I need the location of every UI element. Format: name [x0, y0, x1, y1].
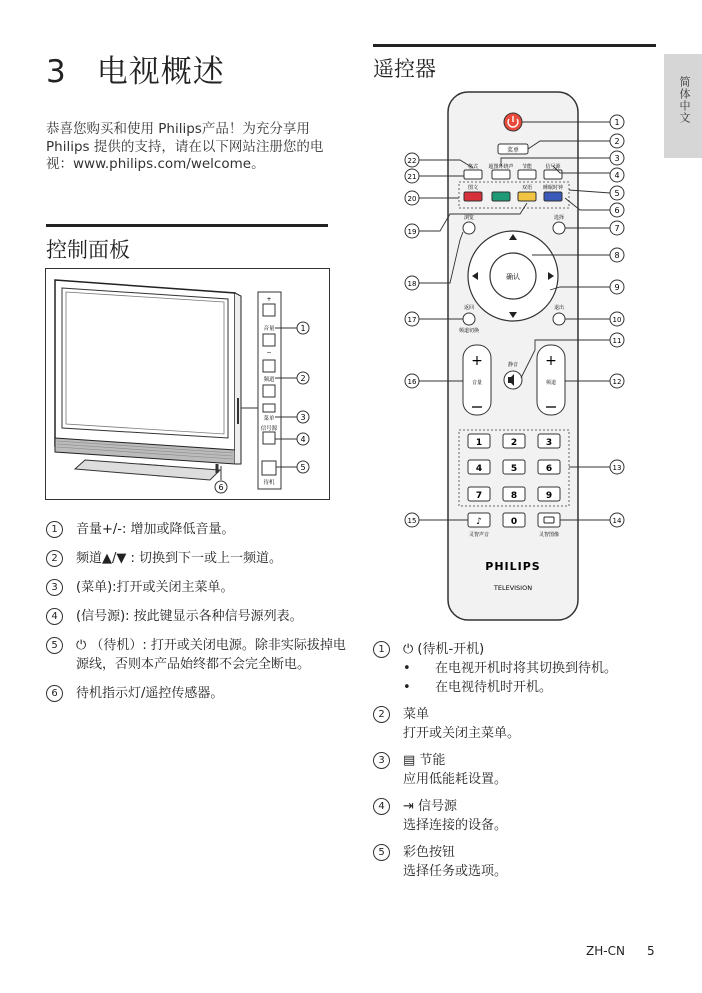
item-number: 6: [46, 685, 63, 702]
remote-diagram: [400, 90, 630, 625]
remote-callout: 6: [614, 206, 620, 215]
list-item: [373, 797, 673, 835]
digit-label: 1: [475, 438, 483, 448]
item-number: 1: [373, 641, 390, 658]
remote-callout: 22: [407, 157, 417, 165]
list-item: [46, 549, 346, 568]
section-rule-right: [373, 44, 656, 47]
remote-callout: 18: [407, 280, 417, 288]
remote-callout: 11: [612, 337, 622, 345]
list-item: [46, 578, 346, 597]
tv-label-source: 信号源: [260, 426, 278, 432]
item-number: 2: [46, 550, 63, 567]
eco-button[interactable]: [518, 170, 536, 179]
item-text: 待机指示灯/遥控传感器。: [76, 686, 224, 701]
prev-ch-label: 频道切换: [458, 328, 480, 334]
info-button[interactable]: [463, 222, 475, 234]
item-number: 3: [46, 579, 63, 596]
item-number: 1: [46, 521, 63, 538]
select-label: 选择: [553, 215, 565, 221]
back-button[interactable]: [463, 313, 475, 325]
digit-label: 6: [545, 464, 553, 474]
exit-button[interactable]: [553, 313, 565, 325]
footer-lang: ZH-CN: [586, 944, 625, 958]
sleep-label: 睡眠时钟: [542, 185, 564, 191]
tv-diagram: [45, 268, 330, 500]
music-note-icon: ♪: [476, 517, 482, 527]
list-item: [373, 705, 673, 743]
list-item: [46, 636, 346, 674]
remote-heading: 遥控器: [373, 57, 436, 81]
remote-callout: 1: [614, 118, 620, 127]
remote-callout: 12: [612, 378, 622, 386]
item-text: 音量+/-: 增加或降低音量。: [76, 522, 235, 537]
item-bullet: • 在电视开机时将其切换到待机。: [403, 659, 673, 678]
back-label: 返回: [463, 305, 475, 311]
list-item: [46, 684, 346, 703]
remote-callout: 3: [614, 154, 620, 163]
item-bullet: • 在电视待机时开机。: [403, 678, 673, 697]
model-label: TELEVISION: [493, 584, 533, 592]
tv-label-standby: 待机: [263, 480, 275, 486]
item-number: 2: [373, 706, 390, 723]
item-title: 彩色按钮: [403, 845, 456, 860]
remote-callout: 17: [407, 316, 417, 324]
brand-logo: PHILIPS: [485, 560, 541, 573]
tv-callout-1: 1: [300, 324, 306, 333]
item-number: 4: [373, 798, 390, 815]
chapter-title-text: 电视概述: [96, 54, 225, 90]
list-item: [46, 607, 346, 626]
eco-label: 节能: [521, 164, 533, 170]
remote-callout: 5: [614, 189, 620, 198]
digit-label: 3: [545, 438, 553, 448]
chapter-number: 3: [46, 54, 67, 90]
item-text: (菜单):打开或关闭主菜单。: [76, 580, 234, 595]
item-desc: 应用低能耗设置。: [403, 772, 508, 787]
remote-callout: 15: [407, 517, 417, 525]
item-title: ⏻ (待机-开机): [403, 642, 485, 657]
info-label: 浏览: [463, 215, 475, 221]
item-desc: 选择连接的设备。: [403, 818, 508, 833]
tv-callout-6: 6: [218, 483, 224, 492]
tv-label-menu: 菜单: [263, 416, 275, 422]
list-item: [46, 520, 346, 539]
smart-sound-label: 灵智声音: [468, 532, 490, 538]
remote-callout: 4: [614, 171, 620, 180]
teletext-label: 图文: [467, 185, 479, 191]
tv-callout-4: 4: [300, 435, 306, 444]
language-tab: [664, 54, 702, 158]
dual-label: 双语: [521, 185, 533, 191]
control-panel-heading: 控制面板: [46, 238, 130, 262]
tv-callout-3: 3: [300, 413, 306, 422]
tv-vol-minus: −: [266, 349, 272, 356]
tv-callout-2: 2: [300, 374, 306, 383]
surround-button[interactable]: [492, 170, 510, 179]
source-label: 信号源: [545, 164, 561, 170]
item-title: 菜单: [403, 707, 430, 722]
volume-label: 音量: [471, 380, 483, 386]
page-number: 5: [646, 944, 655, 958]
remote-list: [373, 640, 673, 889]
digit-label: 4: [475, 464, 483, 474]
item-text: 频道▲/▼ : 切换到下一或上一频道。: [76, 551, 283, 566]
remote-callout: 7: [614, 224, 620, 233]
digit-label: 0: [510, 517, 518, 527]
remote-callout: 19: [407, 228, 417, 236]
item-title: ▤ 节能: [403, 753, 446, 768]
section-rule-left: [46, 224, 328, 227]
item-number: 5: [373, 844, 390, 861]
tv-callout-5: 5: [300, 463, 306, 472]
digit-label: 2: [510, 438, 518, 448]
remote-callout: 14: [612, 517, 622, 525]
remote-callout: 21: [407, 173, 417, 181]
item-text: ⏻ （待机）: 打开或关闭电源。除非实际拔掉电源线，否则本产品始终都不会完全断电。: [76, 638, 346, 672]
remote-callout: 13: [612, 464, 622, 472]
format-button[interactable]: [464, 170, 482, 179]
item-title: ⇥ 信号源: [403, 799, 458, 814]
yellow-button[interactable]: [518, 192, 536, 201]
list-item: [373, 751, 673, 789]
red-button[interactable]: [464, 192, 482, 201]
language-tab-label: 简体中文: [678, 76, 691, 124]
blue-button[interactable]: [544, 192, 562, 201]
list-item: [373, 843, 673, 881]
remote-callout: 8: [614, 251, 620, 260]
intro-paragraph: 恭喜您购买和使用 Philips产品！为充分享用Philips 提供的支持，请在以下网站注册您的电视：www.philips.com/welcome。: [46, 121, 324, 172]
remote-callout: 16: [407, 378, 417, 386]
menu-label: 菜单: [506, 147, 520, 154]
remote-callout: 20: [407, 195, 417, 203]
channel-label: 频道: [545, 380, 557, 386]
digit-label: 5: [510, 464, 518, 474]
smart-picture-button[interactable]: [538, 513, 560, 527]
svg-text:+: +: [545, 353, 557, 369]
remote-callout: 10: [612, 316, 622, 324]
digit-label: 7: [475, 491, 483, 501]
tv-label-channel: 频道: [263, 377, 275, 383]
exit-label: 退出: [553, 305, 565, 311]
mute-label: 静音: [507, 362, 519, 368]
tv-vol-plus: +: [266, 296, 272, 303]
tv-label-volume: 音量: [263, 326, 275, 332]
surround-label: 超图环绕声: [488, 164, 514, 170]
remote-callout: 9: [614, 283, 620, 292]
item-text: (信号源): 按此键显示各种信号源列表。: [76, 609, 303, 624]
ok-label: 确认: [506, 273, 520, 281]
green-button[interactable]: [492, 192, 510, 201]
source-button[interactable]: [544, 170, 562, 179]
format-label: 格式: [467, 164, 479, 170]
item-number: 4: [46, 608, 63, 625]
digit-label: 9: [545, 491, 553, 501]
item-number: 5: [46, 637, 63, 654]
item-desc: 打开或关闭主菜单。: [403, 726, 521, 741]
select-button[interactable]: [553, 222, 565, 234]
control-panel-list: [46, 520, 346, 713]
smart-picture-label: 灵智图像: [538, 532, 560, 538]
digit-label: 8: [510, 491, 518, 501]
item-desc: 选择任务或选项。: [403, 864, 508, 879]
page-footer: [586, 944, 655, 958]
item-number: 3: [373, 752, 390, 769]
list-item: [373, 640, 673, 697]
svg-text:+: +: [471, 353, 483, 369]
chapter-title: [46, 46, 225, 91]
remote-callout: 2: [614, 137, 620, 146]
